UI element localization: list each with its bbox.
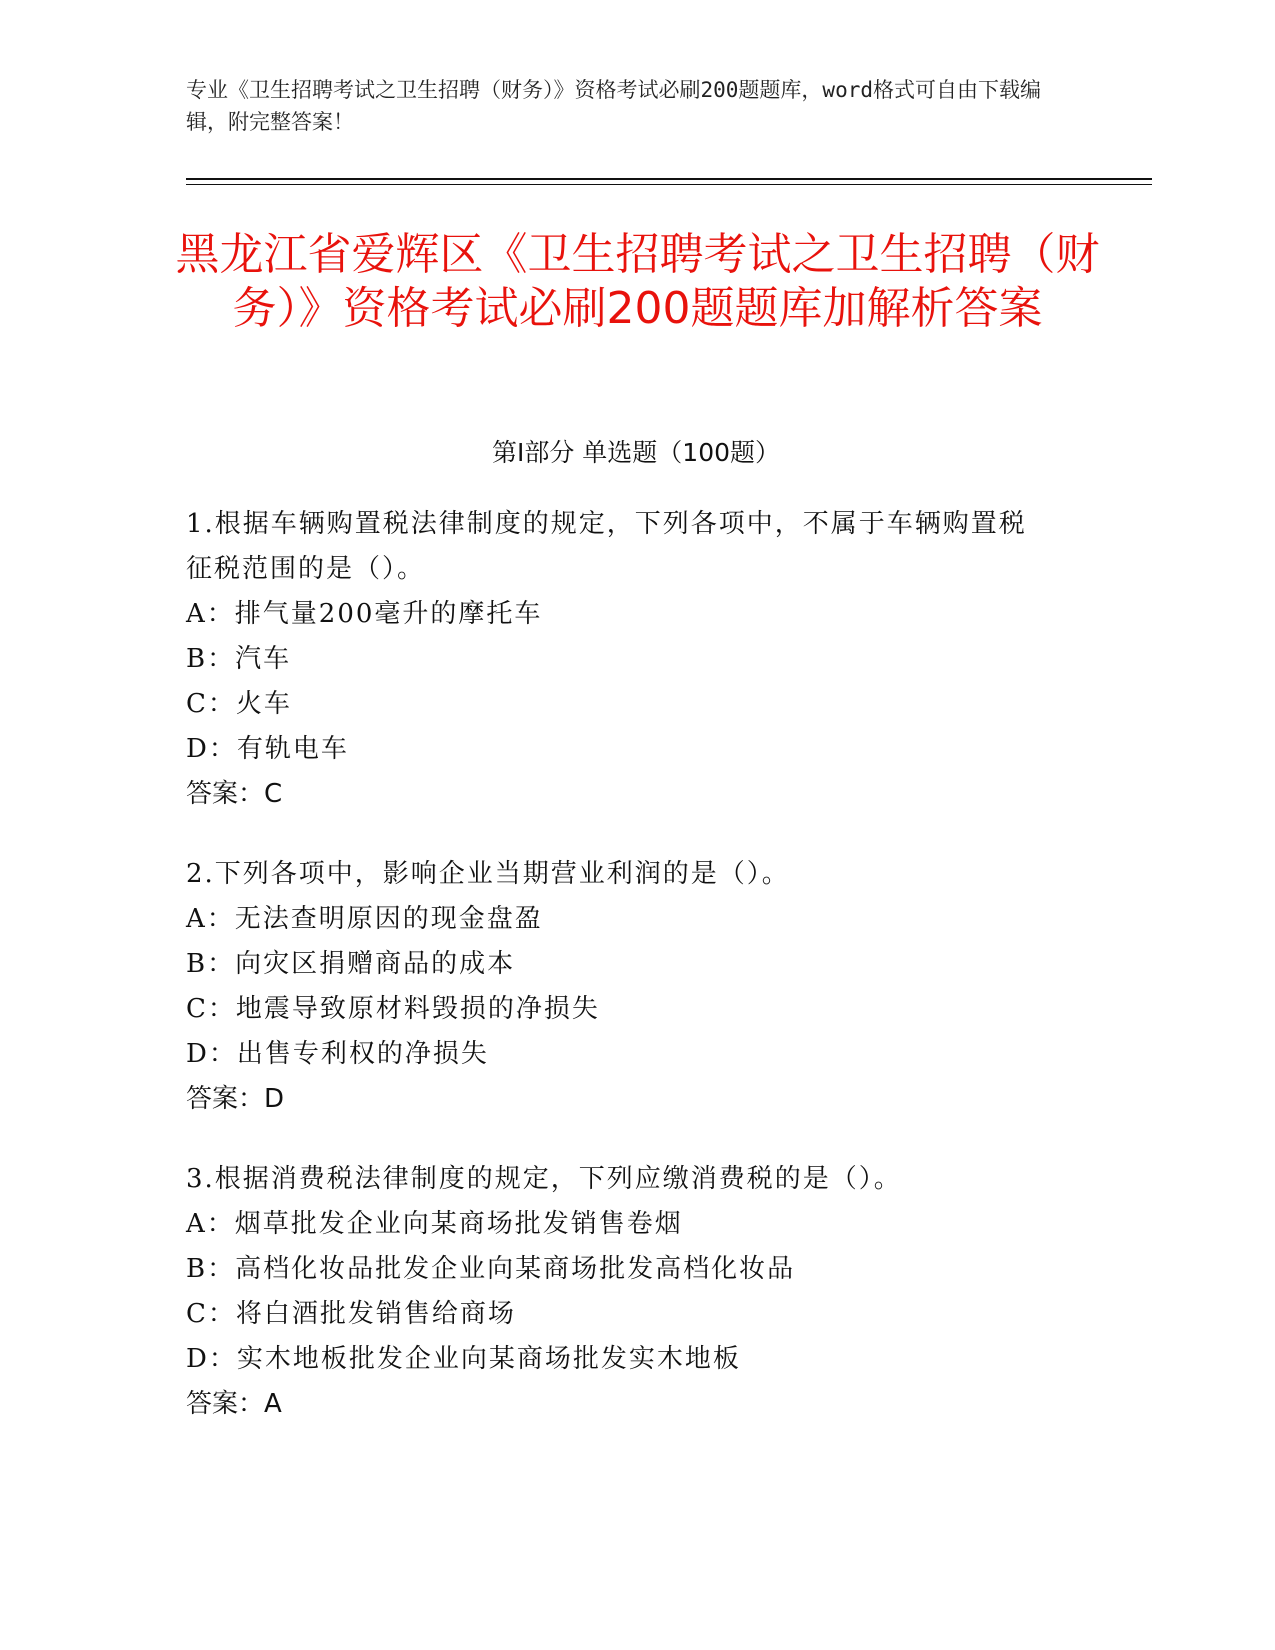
question-stem: 1.根据车辆购置税法律制度的规定，下列各项中，不属于车辆购置税征税范围的是（）。 [186,509,1027,584]
option-b: B：高档化妆品批发企业向某商场批发高档化妆品 [186,1254,796,1284]
option-c: C：火车 [186,689,292,719]
option-a: A：无法查明原因的现金盘盈 [186,904,543,934]
question-2 [186,852,1086,1122]
header-divider-thick [186,178,1152,180]
option-d: D：有轨电车 [186,734,349,764]
section-heading: 第I部分 单选题（100题） [491,438,781,467]
answer-line: 答案：D [186,1084,285,1114]
option-d: D：实木地板批发企业向某商场批发实木地板 [186,1344,741,1374]
question-1 [186,502,1086,817]
question-stem: 3.根据消费税法律制度的规定，下列应缴消费税的是（）。 [186,1164,902,1194]
option-a: A：排气量200毫升的摩托车 [186,599,543,629]
answer-line: 答案：A [186,1389,282,1419]
document-title: 黑龙江省爱辉区《卫生招聘考试之卫生招聘（财务）》资格考试必刷200题题库加解析答案 [175,229,1100,334]
option-d: D：出售专利权的净损失 [186,1039,489,1069]
question-3 [186,1157,1086,1427]
header-divider-thin [186,184,1152,185]
option-b: B：向灾区捐赠商品的成本 [186,949,516,979]
intro-text: 专业《卫生招聘考试之卫生招聘（财务）》资格考试必刷200题题库，word格式可自由下载编辑，附完整答案！ [186,78,1041,134]
option-c: C：地震导致原材料毁损的净损失 [186,994,600,1024]
question-stem: 2.下列各项中，影响企业当期营业利润的是（）。 [186,859,790,889]
option-b: B：汽车 [186,644,292,674]
option-a: A：烟草批发企业向某商场批发销售卷烟 [186,1209,683,1239]
option-c: C：将白酒批发销售给商场 [186,1299,516,1329]
answer-line: 答案：C [186,779,283,809]
